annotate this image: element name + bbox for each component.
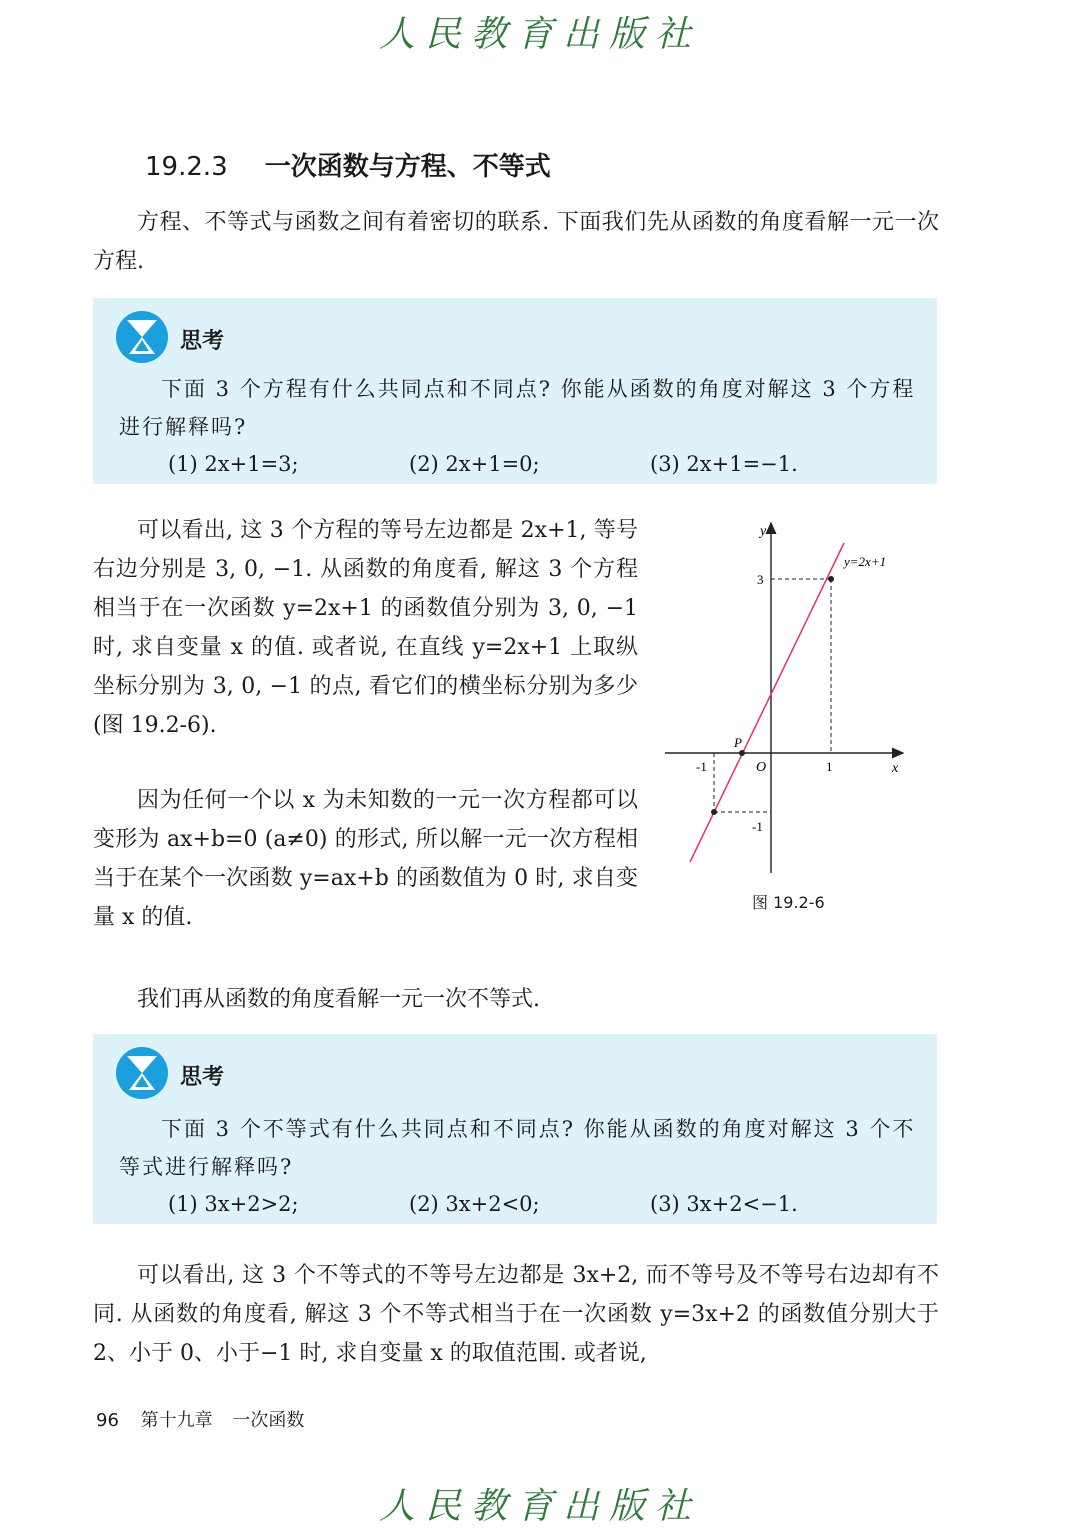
tick-y-neg1: -1 [752, 819, 763, 834]
figure-caption: 图 19.2-6 [752, 893, 825, 912]
think-label: 思考 [180, 1065, 225, 1090]
think-box-2 [93, 1034, 937, 1224]
think-box-1 [93, 298, 937, 484]
y-axis-label: y [760, 524, 767, 539]
chapter-label: 第十九章 [140, 1410, 213, 1431]
tick-x-1: 1 [826, 759, 833, 774]
think-icon [115, 310, 169, 364]
section-number: 19.2.3 [145, 152, 228, 182]
line-label: y=2x+1 [844, 554, 887, 569]
think-label: 思考 [180, 329, 225, 354]
section-heading [145, 146, 551, 183]
section-title: 一次函数与方程、不等式 [264, 152, 551, 182]
explanation-paragraph-3: 可以看出, 这 3 个不等式的不等号左边都是 3x+2, 而不等号及不等号右边却有不同. 从函数的角度看, 解这 3 个不等式相当于在一次函数 y=3x+2 的函数值分别大于 2、小于 0、小于−1 时, 求自变量 x 的取值范围. 或者说, [93, 1263, 939, 1366]
chapter-title: 一次函数 [232, 1410, 305, 1431]
equation-1: (1) 2x+1=3; [168, 452, 299, 476]
think-question: 下面 3 个不等式有什么共同点和不同点? 你能从函数的角度对解这 3 个不等式进行解释吗? [119, 1117, 916, 1179]
intro-paragraph: 方程、不等式与函数之间有着密切的联系. 下面我们先从函数的角度看解一元一次方程. [93, 210, 939, 274]
inequality-intro: 我们再从函数的角度看解一元一次不等式. [137, 987, 540, 1012]
point-1-3 [828, 576, 834, 582]
page-number: 96 [96, 1410, 119, 1431]
inequality-1: (1) 3x+2>2; [168, 1192, 299, 1216]
explanation-paragraph-1: 可以看出, 这 3 个方程的等号左边都是 2x+1, 等号右边分别是 3, 0, −1. 从函数的角度看, 解这 3 个方程相当于在一次函数 y=2x+1 的函数值分别为 3, 0, −1 时, 求自变量 x 的值. 或者说, 在直线 y=2x+1 上取纵坐标分别为 3, 0, −1 的点, 看它们的横坐标分别为多少 (图 19.2-6). [93, 518, 638, 738]
think-question: 下面 3 个方程有什么共同点和不同点? 你能从函数的角度对解这 3 个方程进行解释吗? [119, 377, 916, 439]
equation-2: (2) 2x+1=0; [409, 452, 540, 476]
equation-3: (3) 2x+1=−1. [650, 452, 798, 476]
publisher-watermark-bottom: 人民教育出版社 [378, 1486, 701, 1527]
x-axis-label: x [892, 761, 899, 776]
point-neg1-neg1 [711, 809, 717, 815]
tick-x-neg1: -1 [696, 759, 707, 774]
tick-y-3: 3 [757, 572, 764, 587]
publisher-watermark-top: 人民教育出版社 [378, 14, 701, 55]
page-footer [96, 1406, 304, 1432]
linear-function-graph [660, 515, 910, 885]
explanation-paragraph-2: 因为任何一个以 x 为未知数的一元一次方程都可以变形为 ax+b=0 (a≠0) 的形式, 所以解一元一次方程相当于在某个一次函数 y=ax+b 的函数值为 0 时, 求自变量 x 的值. [93, 788, 638, 930]
inequality-3: (3) 3x+2<−1. [650, 1192, 798, 1216]
inequality-2: (2) 3x+2<0; [409, 1192, 540, 1216]
origin-label: O [756, 760, 767, 775]
point-p [739, 750, 745, 756]
point-p-label: P [734, 735, 742, 750]
think-icon [115, 1046, 169, 1100]
